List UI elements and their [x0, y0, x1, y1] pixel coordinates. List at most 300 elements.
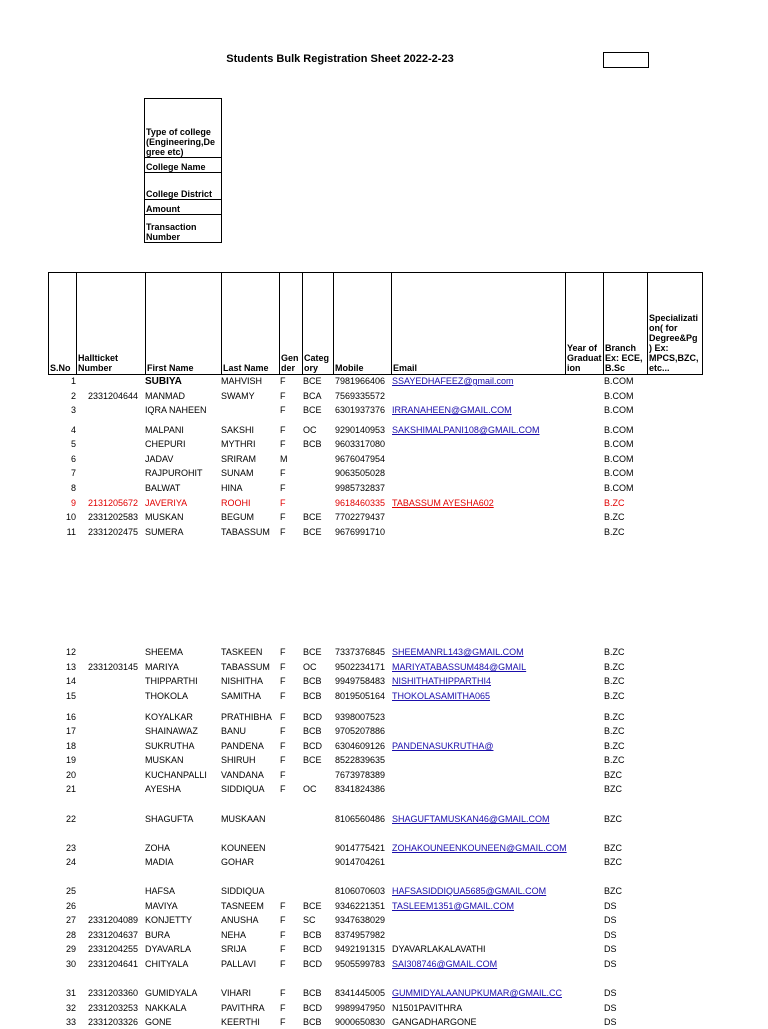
row-mobile: 9492191315 [335, 944, 386, 954]
row-category: BCE [303, 376, 322, 386]
row-mobile: 7702279437 [335, 512, 386, 522]
table-row [48, 375, 708, 388]
row-last-name: PANDENA [221, 741, 264, 751]
row-mobile: 9676047954 [335, 454, 386, 464]
row-first-name: CHITYALA [145, 959, 189, 969]
row-category: BCB [303, 930, 322, 940]
row-last-name: PRATHIBHA [221, 712, 272, 722]
row-mobile: 9346221351 [335, 901, 386, 911]
row-email[interactable]: THOKOLASAMITHA065 [392, 691, 491, 701]
row-category: BCE [303, 647, 322, 657]
table-row [48, 1016, 708, 1029]
row-first-name: MADIA [145, 857, 174, 867]
row-first-name: HAFSA [145, 886, 176, 896]
row-category: OC [303, 784, 317, 794]
row-category: BCE [303, 755, 322, 765]
row-gender: F [280, 527, 286, 537]
table-row [48, 958, 708, 971]
row-sno: 12 [65, 647, 76, 657]
row-hallticket: 2331204089 [88, 915, 139, 925]
table-row [48, 929, 708, 942]
row-category: BCD [303, 944, 323, 954]
header-sno: S.No [49, 273, 77, 374]
sheet-title: Students Bulk Registration Sheet 2022-2-23 [226, 53, 454, 65]
row-gender: F [280, 755, 286, 765]
row-last-name: MYTHRI [221, 439, 256, 449]
row-branch: B.ZC [604, 662, 625, 672]
row-sno: 17 [65, 726, 76, 736]
row-category: OC [303, 425, 317, 435]
row-branch: DS [604, 944, 617, 954]
row-branch: DS [604, 1017, 617, 1027]
row-first-name: JAVERIYA [145, 498, 188, 508]
row-sno: 14 [65, 676, 76, 686]
row-sno: 3 [70, 405, 76, 415]
table-row [48, 754, 708, 767]
row-mobile: 7569335572 [335, 391, 386, 401]
row-sno: 32 [65, 1003, 76, 1013]
row-category: BCB [303, 676, 322, 686]
table-row [48, 842, 708, 855]
row-hallticket: 2131205672 [88, 498, 139, 508]
row-first-name: KUCHANPALLI [145, 770, 207, 780]
row-branch: BZC [604, 857, 622, 867]
row-mobile: 9989947950 [335, 1003, 386, 1013]
row-branch: B.ZC [604, 726, 625, 736]
row-gender: F [280, 959, 286, 969]
row-hallticket: 2331204644 [88, 391, 139, 401]
table-row [48, 404, 708, 417]
table-row [48, 511, 708, 524]
row-first-name: MAVIYA [145, 901, 178, 911]
row-mobile: 9502234171 [335, 662, 386, 672]
row-hallticket: 2331202583 [88, 512, 139, 522]
row-email[interactable]: IRRANAHEEN@GMAIL.COM [392, 405, 512, 415]
row-hallticket: 2331203145 [88, 662, 139, 672]
row-sno: 13 [65, 662, 76, 672]
row-first-name: THOKOLA [145, 691, 189, 701]
row-gender: F [280, 915, 286, 925]
row-mobile: 9063505028 [335, 468, 386, 478]
row-branch: B.ZC [604, 712, 625, 722]
row-branch: B.COM [604, 376, 634, 386]
row-last-name: SIDDIQUA [221, 886, 265, 896]
row-mobile: 9985732837 [335, 483, 386, 493]
row-email[interactable]: MARIYATABASSUM484@GMAIL [392, 662, 527, 672]
row-branch: DS [604, 915, 617, 925]
transaction-number-label: Transaction Number [145, 214, 221, 242]
row-branch: B.ZC [604, 647, 625, 657]
header-email: Email [392, 273, 566, 374]
row-branch: BZC [604, 784, 622, 794]
header-branch: Branch Ex: ECE, B.Sc [604, 273, 648, 374]
row-mobile: 9290140953 [335, 425, 386, 435]
row-sno: 8 [70, 483, 76, 493]
row-last-name: NISHITHA [221, 676, 264, 686]
row-sno: 6 [70, 454, 76, 464]
table-row [48, 711, 708, 724]
table-row [48, 740, 708, 753]
row-branch: B.ZC [604, 741, 625, 751]
row-category: BCB [303, 726, 322, 736]
row-branch: B.ZC [604, 498, 625, 508]
row-last-name: HINA [221, 483, 243, 493]
row-gender: F [280, 405, 286, 415]
row-sno: 27 [65, 915, 76, 925]
row-gender: F [280, 512, 286, 522]
row-gender: F [280, 741, 286, 751]
row-branch: B.ZC [604, 691, 625, 701]
row-gender: F [280, 712, 286, 722]
row-sno: 20 [65, 770, 76, 780]
table-row [48, 526, 708, 539]
row-first-name: RAJPUROHIT [145, 468, 203, 478]
row-email[interactable]: TASLEEM1351@GMAIL.COM [392, 901, 515, 911]
row-category: BCB [303, 439, 322, 449]
table-row [48, 661, 708, 674]
row-last-name: KOUNEEN [221, 843, 266, 853]
table-row [48, 497, 708, 510]
table-row [48, 914, 708, 927]
row-branch: B.COM [604, 468, 634, 478]
table-row [48, 424, 708, 437]
row-gender: F [280, 676, 286, 686]
row-sno: 1 [70, 376, 76, 386]
row-hallticket: 2331203253 [88, 1003, 139, 1013]
row-last-name: PAVITHRA [221, 1003, 265, 1013]
row-mobile: 9705207886 [335, 726, 386, 736]
row-mobile: 9505599783 [335, 959, 386, 969]
college-type-label: Type of college (Engineering,De gree etc) [146, 127, 216, 157]
row-sno: 29 [65, 944, 76, 954]
row-first-name: AYESHA [145, 784, 181, 794]
row-mobile: 8106070603 [335, 886, 386, 896]
row-sno: 31 [65, 988, 76, 998]
row-gender: F [280, 901, 286, 911]
row-mobile: 9676991710 [335, 527, 386, 537]
row-last-name: SAKSHI [221, 425, 255, 435]
row-last-name: SRIJA [221, 944, 247, 954]
row-last-name: VANDANA [221, 770, 264, 780]
row-last-name: KEERTHI [221, 1017, 260, 1027]
row-first-name: JADAV [145, 454, 174, 464]
row-gender: F [280, 1003, 286, 1013]
row-branch: B.ZC [604, 676, 625, 686]
table-row [48, 943, 708, 956]
row-gender: F [280, 662, 286, 672]
row-mobile: 7337376845 [335, 647, 386, 657]
row-first-name: SUKRUTHA [145, 741, 195, 751]
row-mobile: 9603317080 [335, 439, 386, 449]
row-first-name: MANMAD [145, 391, 185, 401]
row-mobile: 9398007523 [335, 712, 386, 722]
college-name-label: College Name [145, 157, 221, 172]
row-last-name: SAMITHA [221, 691, 262, 701]
row-gender: F [280, 439, 286, 449]
table-header [48, 272, 703, 375]
row-first-name: SHAGUFTA [145, 814, 194, 824]
row-category: BCD [303, 959, 323, 969]
row-gender: F [280, 425, 286, 435]
row-gender: F [280, 376, 286, 386]
table-row [48, 482, 708, 495]
row-gender: F [280, 930, 286, 940]
row-gender: F [280, 691, 286, 701]
row-first-name: BURA [145, 930, 171, 940]
row-email[interactable]: GUMMIDYALAANUPKUMAR@GMAIL.CC [392, 988, 562, 998]
row-sno: 30 [65, 959, 76, 969]
header-mobile: Mobile [334, 273, 392, 374]
header-hallticket: Hallticket Number [77, 273, 146, 374]
row-email[interactable]: SHAGUFTAMUSKAN46@GMAIL.COM [392, 814, 550, 824]
row-email[interactable]: SSAYEDHAFEEZ@gmail.com [392, 376, 514, 386]
row-email[interactable]: SAI308746@GMAIL.COM [392, 959, 498, 969]
row-category: BCD [303, 712, 323, 722]
row-last-name: SRIRAM [221, 454, 257, 464]
row-first-name: SUMERA [145, 527, 184, 537]
sheet-date-box[interactable] [603, 52, 649, 68]
row-branch: BZC [604, 843, 622, 853]
row-sno: 26 [65, 901, 76, 911]
row-sno: 11 [66, 527, 76, 537]
row-last-name: NEHA [221, 930, 247, 940]
row-first-name: KOYALKAR [145, 712, 193, 722]
college-info-box [144, 98, 222, 243]
row-last-name: TABASSUM [221, 662, 270, 672]
row-category: SC [303, 915, 316, 925]
header-gender: Gen der [280, 273, 303, 374]
row-gender: F [280, 483, 286, 493]
row-first-name: THIPPARTHI [145, 676, 198, 686]
table-row [48, 987, 708, 1000]
table-row [48, 467, 708, 480]
row-email[interactable]: SAKSHIMALPANI108@GMAIL.COM [392, 425, 540, 435]
row-hallticket: 2331203326 [88, 1017, 139, 1027]
table-row [48, 1002, 708, 1015]
row-branch: DS [604, 1003, 617, 1013]
row-mobile: 8341824386 [335, 784, 386, 794]
row-category: OC [303, 662, 317, 672]
row-email[interactable]: GANGADHARGONE [392, 1017, 477, 1027]
table-row [48, 900, 708, 913]
row-first-name: ZOHA [145, 843, 171, 853]
row-branch: DS [604, 988, 617, 998]
table-row [48, 390, 708, 403]
table-row [48, 438, 708, 451]
row-first-name: MUSKAN [145, 755, 184, 765]
row-sno: 2 [70, 391, 76, 401]
row-gender: F [280, 1017, 286, 1027]
row-last-name: ANUSHA [221, 915, 259, 925]
table-row [48, 856, 708, 869]
row-email[interactable]: ZOHAKOUNEENKOUNEEN@GMAIL.COM [392, 843, 567, 853]
row-branch: B.ZC [604, 527, 625, 537]
row-mobile: 8374957982 [335, 930, 386, 940]
table-row [48, 453, 708, 466]
header-year-of-graduation: Year of Graduat ion [566, 273, 604, 374]
row-first-name: MARIYA [145, 662, 179, 672]
row-last-name: SIDDIQUA [221, 784, 265, 794]
row-mobile: 7673978389 [335, 770, 386, 780]
row-gender: F [280, 468, 286, 478]
row-email[interactable]: DYAVARLAKALAVATHI [392, 944, 486, 954]
row-mobile: 7981966406 [335, 376, 386, 386]
row-last-name: BEGUM [221, 512, 255, 522]
row-branch: BZC [604, 814, 622, 824]
row-mobile: 8019505164 [335, 691, 386, 701]
row-mobile: 6301937376 [335, 405, 386, 415]
row-sno: 25 [65, 886, 76, 896]
table-row [48, 885, 708, 898]
row-first-name: NAKKALA [145, 1003, 187, 1013]
row-first-name: CHEPURI [145, 439, 186, 449]
row-branch: DS [604, 901, 617, 911]
row-category: BCB [303, 988, 322, 998]
row-first-name: MUSKAN [145, 512, 184, 522]
table-row [48, 813, 708, 826]
table-row [48, 725, 708, 738]
table-row [48, 675, 708, 688]
row-first-name: BALWAT [145, 483, 181, 493]
row-mobile: 8522839635 [335, 755, 386, 765]
row-last-name: MUSKAAN [221, 814, 266, 824]
header-first-name: First Name [146, 273, 222, 374]
row-last-name: GOHAR [221, 857, 255, 867]
row-branch: DS [604, 959, 617, 969]
row-branch: B.COM [604, 425, 634, 435]
row-sno: 21 [65, 784, 76, 794]
row-email[interactable]: NISHITHATHIPPARTHI4 [392, 676, 492, 686]
row-gender: F [280, 770, 286, 780]
row-first-name: KONJETTY [145, 915, 193, 925]
row-gender: F [280, 944, 286, 954]
row-mobile: 8106560486 [335, 814, 386, 824]
row-email[interactable]: TABASSUM AYESHA602 [392, 498, 494, 508]
row-mobile: 9949758483 [335, 676, 386, 686]
table-row [48, 646, 708, 659]
row-mobile: 9618460335 [335, 498, 386, 508]
row-last-name: SWAMY [221, 391, 255, 401]
row-branch: B.COM [604, 454, 634, 464]
row-category: BCD [303, 1003, 323, 1013]
row-first-name: GUMIDYALA [145, 988, 198, 998]
row-email[interactable]: SHEEMANRL143@GMAIL.COM [392, 647, 524, 657]
row-last-name: TABASSUM [221, 527, 270, 537]
row-branch: B.ZC [604, 512, 625, 522]
row-gender: M [280, 454, 288, 464]
row-mobile: 9014775421 [335, 843, 386, 853]
row-last-name: TASNEEM [221, 901, 264, 911]
row-last-name: PALLAVI [221, 959, 257, 969]
row-last-name: ROOHI [221, 498, 251, 508]
row-hallticket: 2331204637 [88, 930, 139, 940]
row-gender: F [280, 784, 286, 794]
header-specialization: Specializati on( for Degree&Pg ) Ex: MPCS,BZC, etc... [649, 313, 699, 373]
row-sno: 5 [70, 439, 76, 449]
row-branch: BZC [604, 770, 622, 780]
row-sno: 28 [65, 930, 76, 940]
row-sno: 23 [65, 843, 76, 853]
row-gender: F [280, 726, 286, 736]
row-branch: B.ZC [604, 755, 625, 765]
row-gender: F [280, 988, 286, 998]
row-category: BCD [303, 741, 323, 751]
row-sno: 33 [65, 1017, 76, 1027]
row-email[interactable]: PANDENASUKRUTHA@ [392, 741, 494, 751]
row-category: BCB [303, 1017, 322, 1027]
row-first-name: GONE [145, 1017, 172, 1027]
row-mobile: 8341445005 [335, 988, 386, 998]
row-last-name: BANU [221, 726, 247, 736]
row-branch: DS [604, 930, 617, 940]
row-sno: 4 [70, 425, 76, 435]
row-first-name: SUBIYA [145, 376, 182, 387]
row-mobile: 9000650830 [335, 1017, 386, 1027]
row-hallticket: 2331203360 [88, 988, 139, 998]
row-sno: 16 [65, 712, 76, 722]
row-mobile: 9347638029 [335, 915, 386, 925]
row-branch: B.COM [604, 391, 634, 401]
row-sno: 10 [65, 512, 76, 522]
row-category: BCA [303, 391, 322, 401]
row-first-name: IQRA NAHEEN [145, 405, 207, 415]
table-row [48, 783, 708, 796]
row-category: BCE [303, 512, 322, 522]
row-category: BCE [303, 901, 322, 911]
row-first-name: MALPANI [145, 425, 184, 435]
row-mobile: 6304609126 [335, 741, 386, 751]
row-sno: 19 [65, 755, 76, 765]
amount-label: Amount [145, 199, 221, 214]
row-sno: 18 [65, 741, 76, 751]
row-branch: BZC [604, 886, 622, 896]
row-email[interactable]: N1501PAVITHRA [392, 1003, 463, 1013]
row-last-name: SUNAM [221, 468, 254, 478]
row-sno: 24 [65, 857, 76, 867]
row-gender: F [280, 391, 286, 401]
row-last-name: TASKEEN [221, 647, 263, 657]
row-email[interactable]: HAFSASIDDIQUA5685@GMAIL.COM [392, 886, 547, 896]
row-category: BCB [303, 691, 322, 701]
row-last-name: SHIRUH [221, 755, 256, 765]
row-sno: 9 [70, 498, 76, 508]
header-category: Categ ory [303, 273, 334, 374]
row-gender: F [280, 498, 286, 508]
college-district-label: College District [145, 172, 221, 199]
row-sno: 7 [70, 468, 76, 478]
row-sno: 22 [65, 814, 76, 824]
row-last-name: VIHARI [221, 988, 252, 998]
row-hallticket: 2331204255 [88, 944, 139, 954]
row-branch: B.COM [604, 405, 634, 415]
row-last-name: MAHVISH [221, 376, 263, 386]
row-first-name: SHEEMA [145, 647, 184, 657]
row-category: BCE [303, 405, 322, 415]
row-category: BCE [303, 527, 322, 537]
row-branch: B.COM [604, 483, 634, 493]
header-last-name: Last Name [222, 273, 280, 374]
row-first-name: SHAINAWAZ [145, 726, 198, 736]
table-row [48, 690, 708, 703]
row-hallticket: 2331204641 [88, 959, 139, 969]
row-mobile: 9014704261 [335, 857, 386, 867]
row-branch: B.COM [604, 439, 634, 449]
row-sno: 15 [65, 691, 76, 701]
row-first-name: DYAVARLA [145, 944, 192, 954]
row-gender: F [280, 647, 286, 657]
table-row [48, 769, 708, 782]
row-hallticket: 2331202475 [88, 527, 139, 537]
